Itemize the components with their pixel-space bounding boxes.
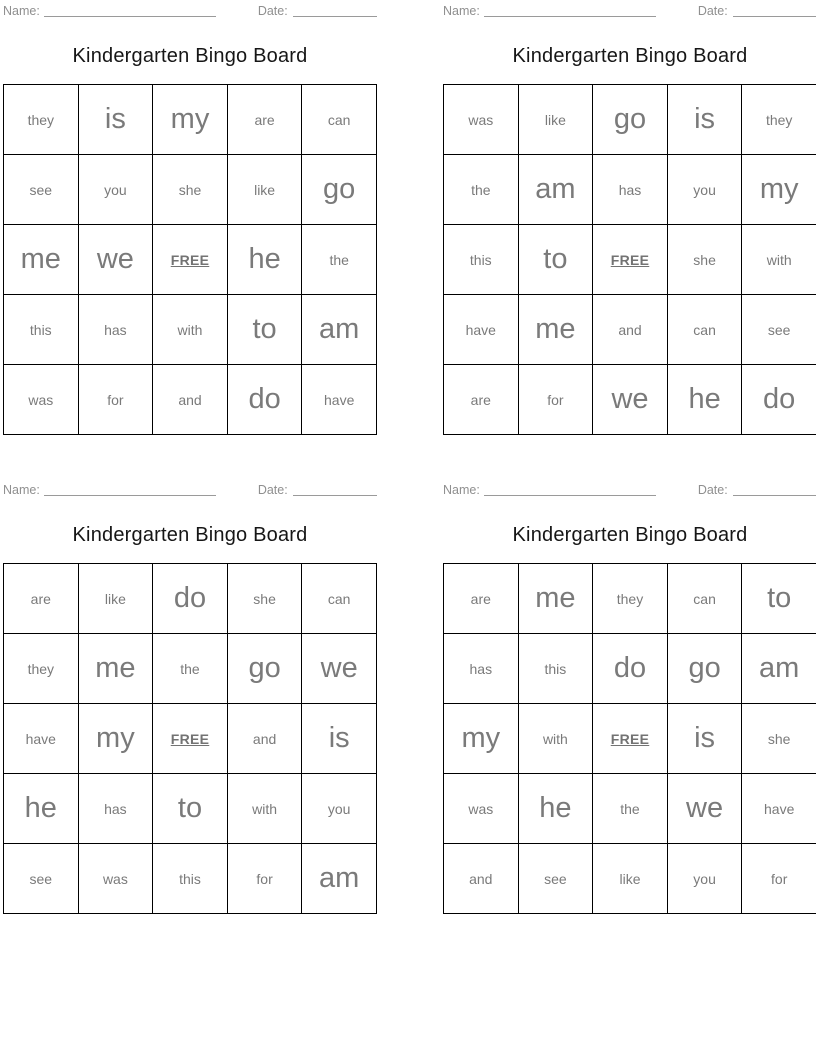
bingo-word-cell: am	[302, 295, 377, 365]
bingo-word-cell: can	[302, 564, 377, 634]
bingo-word-cell: have	[302, 365, 377, 435]
bingo-word-cell: with	[742, 225, 816, 295]
bingo-word-cell: can	[668, 564, 743, 634]
bingo-word-cell: this	[519, 634, 594, 704]
bingo-word-cell: he	[668, 365, 743, 435]
bingo-board-top-right	[443, 4, 816, 435]
bingo-word-cell: was	[79, 844, 154, 914]
date-write-line	[293, 4, 377, 17]
bingo-word-cell: for	[228, 844, 303, 914]
bingo-word-cell: she	[153, 155, 228, 225]
date-write-line	[293, 483, 377, 496]
free-space-cell: FREE	[153, 225, 228, 295]
date-label: Date:	[257, 4, 288, 18]
bingo-word-cell: are	[444, 564, 519, 634]
bingo-word-cell: this	[4, 295, 79, 365]
bingo-word-cell: the	[444, 155, 519, 225]
bingo-word-cell: was	[444, 774, 519, 844]
bingo-grid	[443, 563, 816, 914]
bingo-word-cell: you	[79, 155, 154, 225]
bingo-board-bottom-right	[443, 483, 816, 914]
name-write-line	[44, 483, 216, 496]
bingo-word-cell: see	[4, 844, 79, 914]
bingo-word-cell: see	[742, 295, 816, 365]
bingo-word-cell: can	[668, 295, 743, 365]
bingo-word-cell: they	[4, 634, 79, 704]
bingo-word-cell: me	[4, 225, 79, 295]
bingo-word-cell: go	[668, 634, 743, 704]
bingo-word-cell: the	[153, 634, 228, 704]
bingo-grid	[3, 84, 377, 435]
bingo-word-cell: to	[153, 774, 228, 844]
bingo-word-cell: we	[79, 225, 154, 295]
name-write-line	[484, 483, 656, 496]
bingo-word-cell: they	[4, 85, 79, 155]
name-write-line	[44, 4, 216, 17]
bingo-word-cell: with	[153, 295, 228, 365]
bingo-word-cell: to	[742, 564, 816, 634]
name-label: Name:	[443, 483, 480, 497]
name-label: Name:	[3, 4, 40, 18]
bingo-word-cell: are	[444, 365, 519, 435]
bingo-word-cell: with	[228, 774, 303, 844]
bingo-word-cell: this	[153, 844, 228, 914]
date-write-line	[733, 4, 816, 17]
header-row	[443, 4, 816, 18]
free-space-cell: FREE	[593, 704, 668, 774]
bingo-word-cell: and	[444, 844, 519, 914]
bingo-word-cell: is	[79, 85, 154, 155]
bingo-word-cell: is	[302, 704, 377, 774]
board-title: Kindergarten Bingo Board	[512, 524, 748, 546]
bingo-word-cell: has	[444, 634, 519, 704]
bingo-word-cell: you	[302, 774, 377, 844]
bingo-word-cell: and	[153, 365, 228, 435]
bingo-word-cell: has	[79, 295, 154, 365]
bingo-word-cell: have	[742, 774, 816, 844]
name-label: Name:	[3, 483, 40, 497]
bingo-word-cell: was	[4, 365, 79, 435]
bingo-word-cell: he	[519, 774, 594, 844]
bingo-word-cell: have	[444, 295, 519, 365]
bingo-word-cell: and	[593, 295, 668, 365]
bingo-word-cell: she	[742, 704, 816, 774]
bingo-word-cell: are	[228, 85, 303, 155]
bingo-word-cell: see	[519, 844, 594, 914]
free-space-cell: FREE	[153, 704, 228, 774]
board-title: Kindergarten Bingo Board	[512, 45, 748, 67]
bingo-word-cell: have	[4, 704, 79, 774]
bingo-board-bottom-left	[3, 483, 377, 914]
bingo-word-cell: you	[668, 844, 743, 914]
name-label: Name:	[443, 4, 480, 18]
bingo-grid	[3, 563, 377, 914]
date-label: Date:	[697, 4, 728, 18]
bingo-word-cell: to	[228, 295, 303, 365]
bingo-word-cell: me	[519, 295, 594, 365]
free-space-cell: FREE	[593, 225, 668, 295]
board-title: Kindergarten Bingo Board	[72, 45, 308, 67]
bingo-word-cell: like	[79, 564, 154, 634]
bingo-word-cell: me	[519, 564, 594, 634]
bingo-word-cell: they	[742, 85, 816, 155]
bingo-word-cell: like	[593, 844, 668, 914]
date-write-line	[733, 483, 816, 496]
bingo-word-cell: do	[593, 634, 668, 704]
bingo-word-cell: you	[668, 155, 743, 225]
bingo-word-cell: am	[302, 844, 377, 914]
bingo-word-cell: she	[228, 564, 303, 634]
bingo-word-cell: they	[593, 564, 668, 634]
bingo-word-cell: the	[302, 225, 377, 295]
bingo-word-cell: go	[302, 155, 377, 225]
bingo-word-cell: am	[519, 155, 594, 225]
bingo-word-cell: my	[742, 155, 816, 225]
date-label: Date:	[697, 483, 728, 497]
date-label: Date:	[257, 483, 288, 497]
bingo-word-cell: to	[519, 225, 594, 295]
bingo-word-cell: is	[668, 704, 743, 774]
bingo-word-cell: like	[519, 85, 594, 155]
bingo-word-cell: for	[519, 365, 594, 435]
bingo-word-cell: is	[668, 85, 743, 155]
bingo-word-cell: and	[228, 704, 303, 774]
bingo-word-cell: do	[153, 564, 228, 634]
board-title: Kindergarten Bingo Board	[72, 524, 308, 546]
bingo-word-cell: like	[228, 155, 303, 225]
bingo-word-cell: has	[593, 155, 668, 225]
bingo-word-cell: the	[593, 774, 668, 844]
bingo-word-cell: do	[228, 365, 303, 435]
bingo-word-cell: my	[79, 704, 154, 774]
bingo-word-cell: we	[593, 365, 668, 435]
bingo-word-cell: go	[593, 85, 668, 155]
bingo-word-cell: he	[228, 225, 303, 295]
bingo-word-cell: can	[302, 85, 377, 155]
bingo-word-cell: with	[519, 704, 594, 774]
header-row	[3, 4, 377, 18]
header-row	[3, 483, 377, 497]
bingo-word-cell: my	[153, 85, 228, 155]
bingo-word-cell: for	[79, 365, 154, 435]
bingo-word-cell: do	[742, 365, 816, 435]
bingo-grid	[443, 84, 816, 435]
bingo-word-cell: she	[668, 225, 743, 295]
bingo-word-cell: he	[4, 774, 79, 844]
bingo-word-cell: am	[742, 634, 816, 704]
bingo-board-top-left	[3, 4, 377, 435]
bingo-word-cell: see	[4, 155, 79, 225]
bingo-word-cell: are	[4, 564, 79, 634]
bingo-word-cell: go	[228, 634, 303, 704]
bingo-word-cell: was	[444, 85, 519, 155]
bingo-word-cell: me	[79, 634, 154, 704]
header-row	[443, 483, 816, 497]
name-write-line	[484, 4, 656, 17]
bingo-word-cell: my	[444, 704, 519, 774]
bingo-word-cell: we	[302, 634, 377, 704]
bingo-word-cell: for	[742, 844, 816, 914]
bingo-word-cell: has	[79, 774, 154, 844]
bingo-word-cell: this	[444, 225, 519, 295]
bingo-word-cell: we	[668, 774, 743, 844]
